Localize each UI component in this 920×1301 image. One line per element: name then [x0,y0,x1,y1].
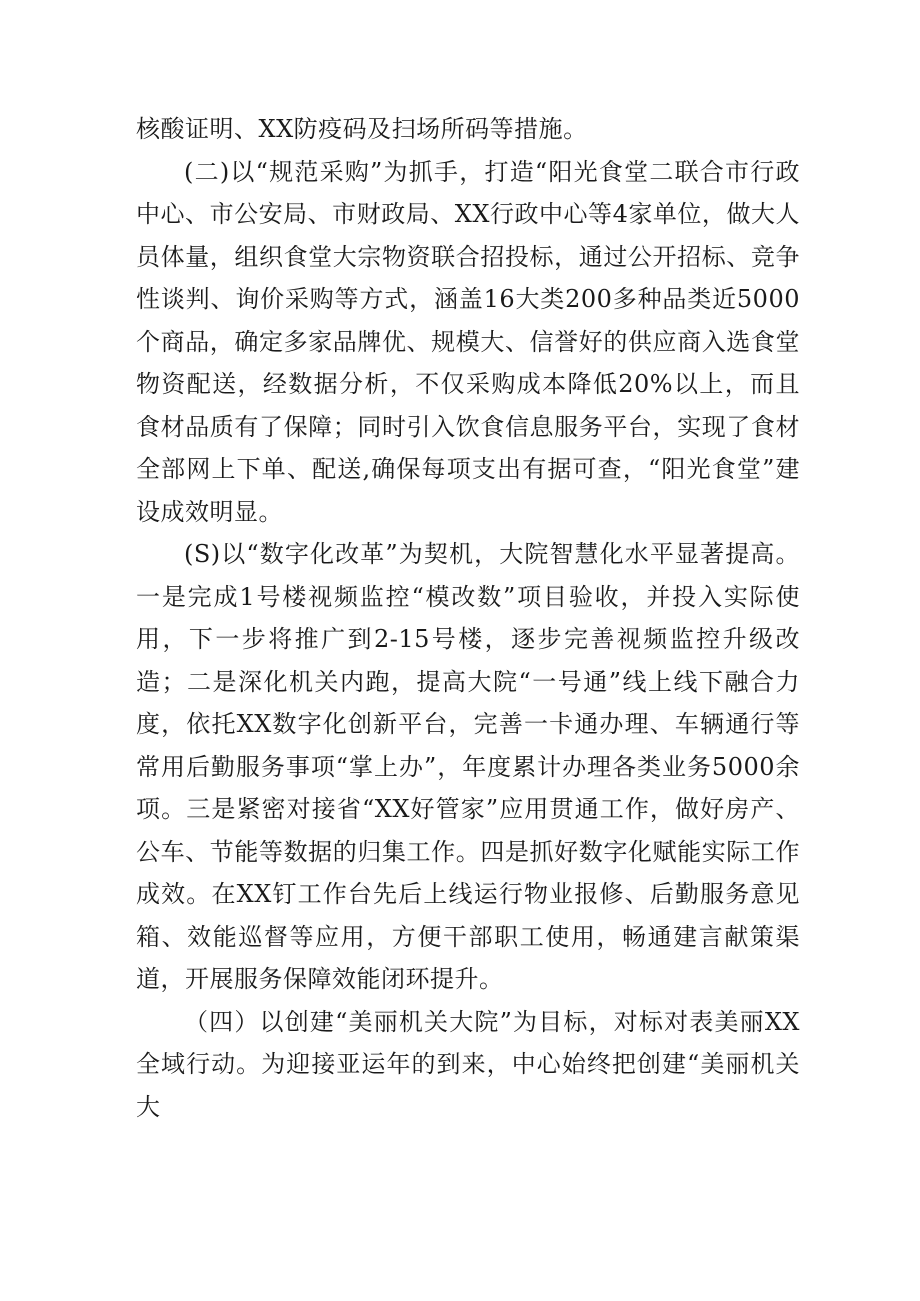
paragraph-1: 核酸证明、XX防疫码及扫场所码等措施。 [136,115,588,143]
paragraph-2-procurement: (二)以“规范采购”为抓手，打造“阳光食堂二联合市行政中心、市公安局、市财政局、XX行政中心等4家单位，做大人员体量，组织食堂大宗物资联合招投标，通过公开招标、竞争性谈判、询价采购等方式，涵盖16大类200多种品类近5000个商品，确定多家品牌优、规模大、信誉好的供应商入选食堂物资配送，经数据分析，不仅采购成本降低20%以上，而且食材品质有了保障；同时引入饮食信息服务平台，实现了食材全部网上下单、配送,确保每项支出有据可查，“阳光食堂”建设成效明显。 [136,157,800,526]
document-body [136,108,800,1128]
paragraph-3-digital-reform: (S)以“数字化改革”为契机，大院智慧化水平显著提高。一是完成1号楼视频监控“模改数”项目验收，并投入实际使用，下一步将推广到2-15号楼，逐步完善视频监控升级改造；二是深化机关内跑，提高大院“一号通”线上线下融合力度，依托XX数字化创新平台，完善一卡通办理、车辆通行等常用后勤服务事项“掌上办”，年度累计办理各类业务5000余项。三是紧密对接省“XX好管家”应用贯通工作，做好房产、公车、节能等数据的归集工作。四是抓好数字化赋能实际工作成效。在XX钉工作台先后上线运行物业报修、后勤服务意见箱、效能巡督等应用，方便干部职工使用，畅通建言献策渠道，开展服务保障效能闭环提升。 [136,540,800,993]
paragraph-4-beautiful-compound: （四）以创建“美丽机关大院”为目标，对标对表美丽XX全域行动。为迎接亚运年的到来，中心始终把创建“美丽机关大 [136,1007,800,1121]
